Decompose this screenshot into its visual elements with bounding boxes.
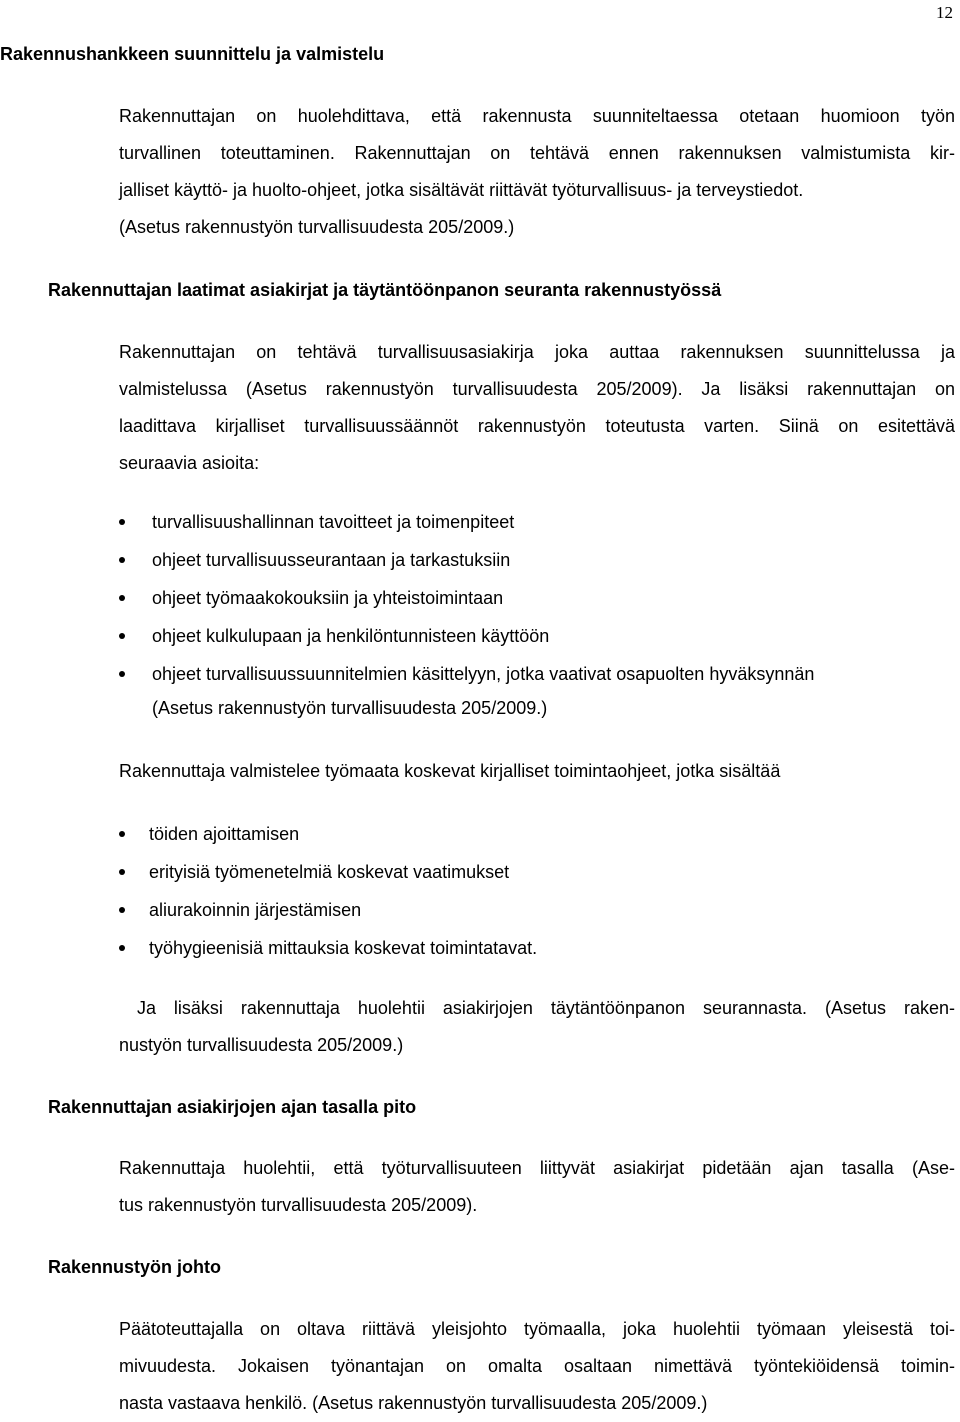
bullet-icon [119, 557, 125, 563]
list-item-text: ohjeet työmaakokouksiin ja yhteistoimintaan [152, 588, 504, 608]
paragraph-monitoring [119, 990, 955, 1064]
text-line: (Asetus rakennustyön turvallisuudesta 205/2009.) [119, 217, 515, 237]
bullet-continuation: (Asetus rakennustyön turvallisuudesta 205/2009.) [152, 698, 548, 718]
section-heading-management: Rakennustyön johto [48, 1257, 222, 1277]
list-item-text: aliurakoinnin järjestämisen [149, 900, 362, 920]
bullet-icon [119, 945, 125, 951]
text-line: nustyön turvallisuudesta 205/2009.) [119, 1035, 404, 1055]
text-line: tus rakennustyön turvallisuudesta 205/2009). [119, 1195, 478, 1215]
section-heading-planning: Rakennushankkeen suunnittelu ja valmistelu [0, 44, 385, 64]
text-line: Päätoteuttajalla on oltava riittävä yleisjohto työmaalla, joka huolehtii työmaan yleisestä toi- [119, 1319, 955, 1339]
bullet-icon [119, 671, 125, 677]
section-heading-document-upkeep: Rakennuttajan asiakirjojen ajan tasalla pito [48, 1097, 417, 1117]
list-item-text: ohjeet turvallisuusseurantaan ja tarkastuksiin [152, 550, 511, 570]
list-item-text: työhygieenisiä mittauksia koskevat toimintatavat. [149, 938, 538, 958]
text-line: Ja lisäksi rakennuttaja huolehtii asiakirjojen täytäntöönpanon seurannasta. (Asetus raken- [119, 998, 955, 1018]
paragraph-documents [119, 334, 955, 482]
list-item-text: ohjeet kulkulupaan ja henkilöntunnisteen käyttöön [152, 626, 550, 646]
paragraph-management [119, 1311, 955, 1422]
list-item-text: ohjeet turvallisuussuunnitelmien käsittelyyn, jotka vaativat osapuolten hyväksynnän [152, 664, 815, 684]
text-line: laadittava kirjalliset turvallisuussäännöt rakennustyön toteutusta varten. Siinä on esitettävä [119, 416, 955, 436]
list-item-text: töiden ajoittamisen [149, 824, 300, 844]
text-line: Rakennuttajan on huolehdittava, että rakennusta suunniteltaessa otetaan huomioon työn [119, 106, 955, 126]
bullet-icon [119, 595, 125, 601]
list-item-text: turvallisuushallinnan tavoitteet ja toimenpiteet [152, 512, 515, 532]
text-line: Rakennuttaja valmistelee työmaata koskevat kirjalliset toimintaohjeet, jotka sisältää [119, 761, 781, 781]
text-line: turvallinen toteuttaminen. Rakennuttajan on tehtävä ennen rakennuksen valmistumista kir- [119, 143, 955, 163]
list-item-text: erityisiä työmenetelmiä koskevat vaatimukset [149, 862, 510, 882]
bullet-icon [119, 519, 125, 525]
text-line: mivuudesta. Jokaisen työnantajan on omalta osaltaan nimettävä työntekiöidensä toimin- [119, 1356, 955, 1376]
text-line: Rakennuttaja huolehtii, että työturvallisuuteen liittyvät asiakirjat pidetään ajan tasalla (Ase- [119, 1158, 955, 1178]
text-line: valmistelussa (Asetus rakennustyön turvallisuudesta 205/2009). Ja lisäksi rakennuttajan on [119, 379, 955, 399]
text-line: Rakennuttajan on tehtävä turvallisuusasiakirja joka auttaa rakennuksen suunnittelussa ja [119, 342, 955, 362]
bullet-icon [119, 831, 125, 837]
text-line: nasta vastaava henkilö. (Asetus rakennustyön turvallisuudesta 205/2009.) [119, 1393, 708, 1413]
paragraph-planning [119, 98, 955, 246]
section-heading-documents: Rakennuttajan laatimat asiakirjat ja täytäntöönpanon seuranta rakennustyössä [48, 280, 722, 300]
paragraph-document-upkeep [119, 1150, 955, 1224]
bullet-icon [119, 633, 125, 639]
text-line: jalliset käyttö- ja huolto-ohjeet, jotka sisältävät riittävät työturvallisuus- ja terveystiedot. [119, 180, 804, 200]
paragraph-instructions [119, 753, 955, 790]
text-line: seuraavia asioita: [119, 453, 260, 473]
page-number: 12 [936, 3, 953, 22]
bullet-icon [119, 869, 125, 875]
bullet-icon [119, 907, 125, 913]
